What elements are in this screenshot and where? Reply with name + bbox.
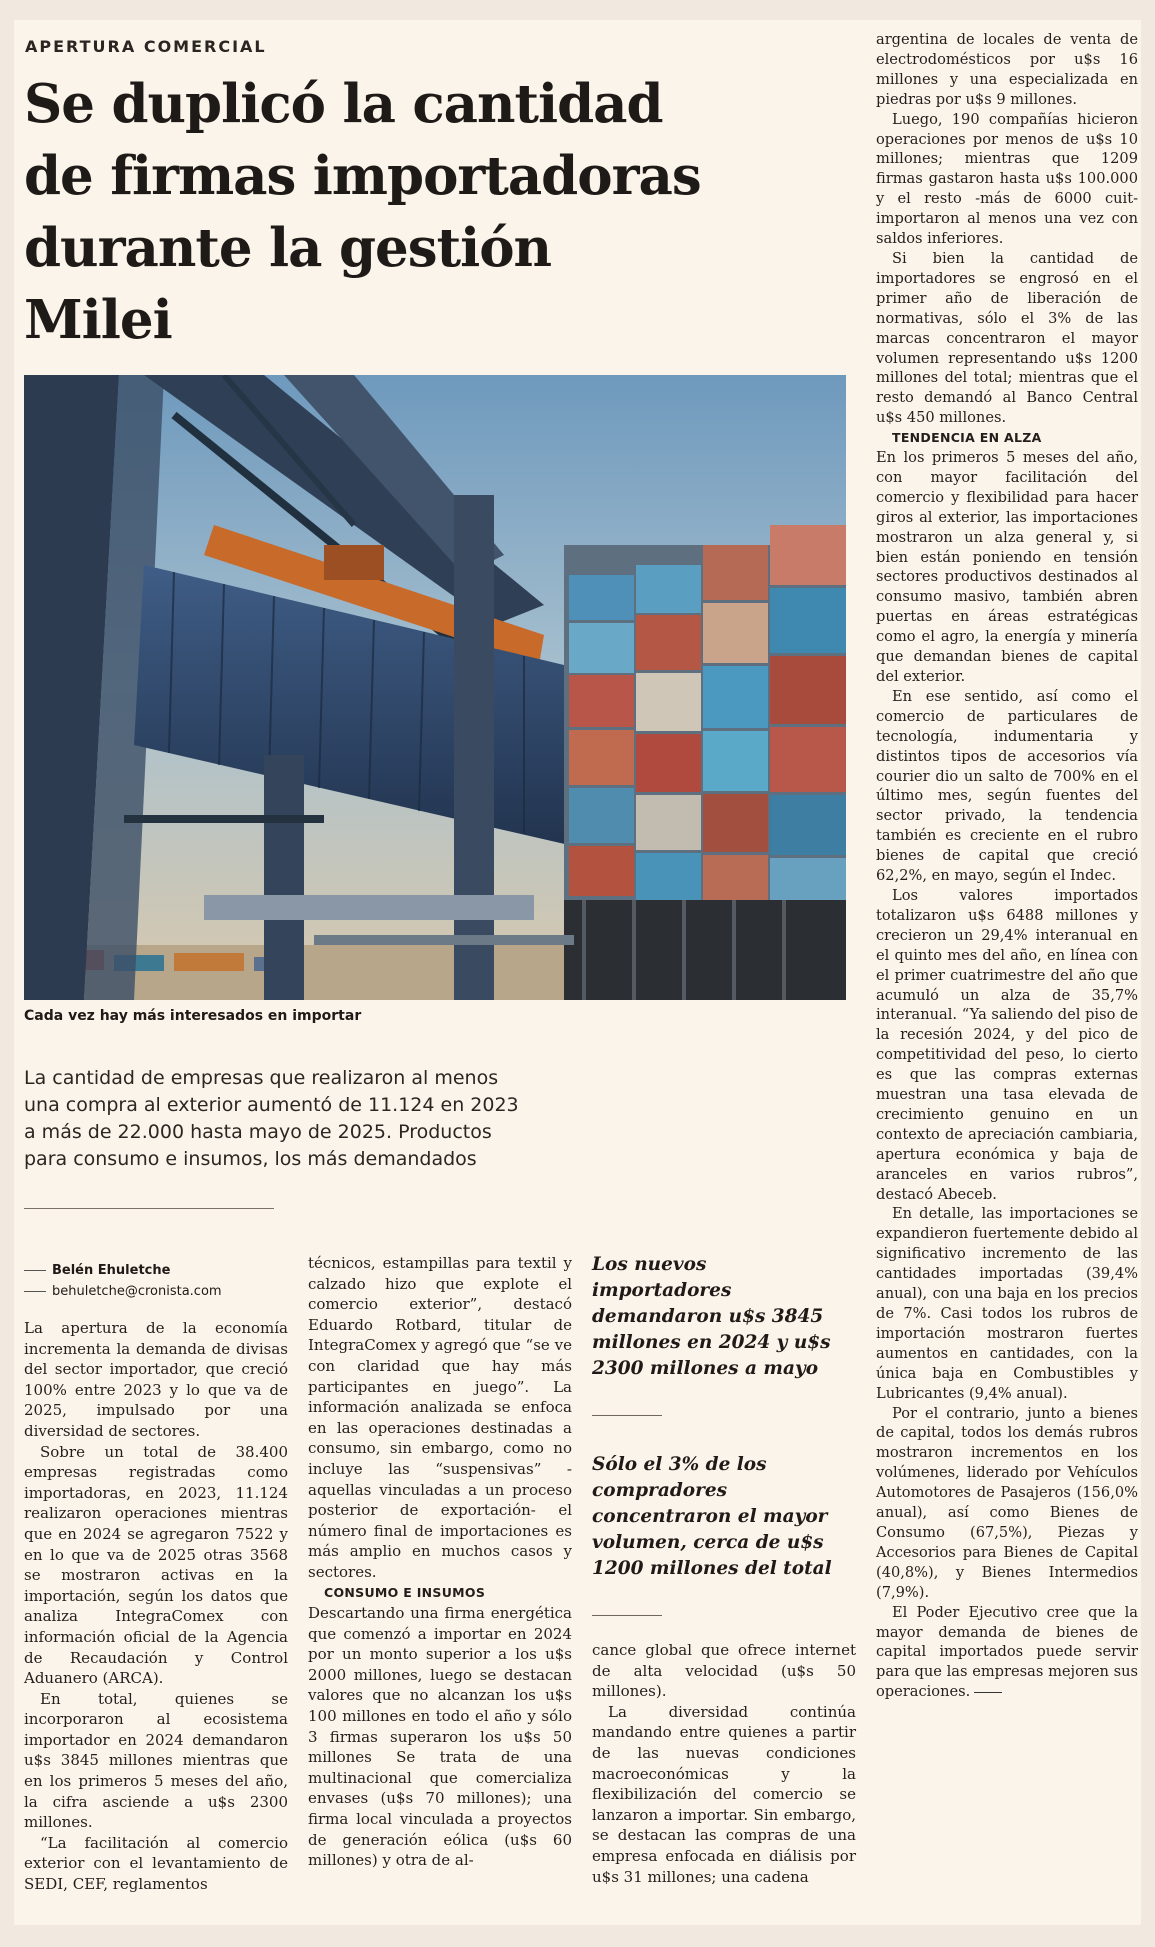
byline-dash	[24, 1270, 46, 1271]
paragraph: La diversidad continúa mandando entre quienes a partir de las nuevas condiciones macroeconómicas y la flexibilización del comercio se lanzaron a importar. Sin embargo, se destacan las compras de una empresa enfocada en diálisis por u$s 31 millones; una cadena	[592, 1702, 856, 1886]
port-cranes-containers-photo	[24, 375, 846, 1000]
article-photo	[24, 375, 846, 1000]
article-column-3	[592, 1640, 856, 1887]
paragraph: En ese sentido, así como el comercio de particulares de tecnología, indumentaria y distintos tipos de accesorios vía courier dio un salto de 700% en el último mes, según fuentes del sector privado, la tendencia también es creciente en el rubro bienes de capital que creció 62,2%, en mayo, según el Indec.	[876, 687, 1138, 885]
paragraph: En detalle, las importaciones se expandieron fuertemente debido al significativo incremento de las cantidades importadas (39,4% anual), con una baja en los precios de 7%. Casi todos los rubros de importación mostraron fuertes aumentos en cantidades, con la única baja en Combustibles y Lubricantes (9,4% anual).	[876, 1205, 1138, 1402]
paragraph: En los primeros 5 meses del año, con mayor facilitación del comercio y flexibilidad para hacer giros al exterior, las importaciones mostraron un alza general y, si bien están poniendo en tensión sectores productivos destinados al consumo masivo, también abren puertas en áreas estratégicas como el agro, la energía y minería que demandan bienes de capital del exterior.	[876, 449, 1138, 685]
author-name: Belén Ehuletche	[52, 1263, 171, 1278]
paragraph: Sobre un total de 38.400 empresas registradas como importadoras, en 2023, 11.124 realizaron operaciones mientras que en 2024 se agregaron 7522 y en lo que va de 2025 otras 3568 se mostraron activas en la importación, según los datos que analiza IntegraComex con información oficial de la Agencia de Recaudación y Control Aduanero (ARCA).	[24, 1442, 288, 1688]
paragraph: cance global que ofrece internet de alta velocidad (u$s 50 millones).	[592, 1641, 856, 1701]
divider	[592, 1615, 662, 1616]
photo-caption: Cada vez hay más interesados en importar	[24, 1008, 362, 1024]
end-mark	[974, 1692, 1002, 1693]
paragraph: Luego, 190 compañías hicieron operaciones por menos de u$s 10 millones; mientras que 1209 firmas gastaron hasta u$s 100.000 y el resto -más de 6000 cuit- importaron al menos una vez con saldos inferiores.	[876, 110, 1138, 248]
divider	[592, 1415, 662, 1416]
paragraph: La apertura de la economía incrementa la demanda de divisas del sector importador, que creció 100% entre 2023 y lo que va de 2025, impulsado por una diversidad de sectores.	[24, 1319, 288, 1440]
article-column-2	[308, 1253, 572, 1871]
newspaper-page	[14, 20, 1141, 1925]
subheading: TENDENCIA EN ALZA	[892, 430, 1042, 446]
byline-dash	[24, 1291, 46, 1292]
headline: Se duplicó la cantidad de firmas importadoras durante la gestión Milei	[24, 73, 701, 351]
lead-paragraph: La cantidad de empresas que realizaron al menos una compra al exterior aumentó de 11.124 en 2023 a más de 22.000 hasta mayo de 2025. Productos para consumo e insumos, los más demandados	[24, 1067, 519, 1170]
pull-quote: Los nuevos importadores demandaron u$s 3845 millones en 2024 y u$s 2300 millones a mayo	[592, 1254, 831, 1379]
paragraph: En total, quienes se incorporaron al ecosistema importador en 2024 demandaron u$s 3845 millones mientras que en los primeros 5 meses del año, la cifra asciende a u$s 2300 millones.	[24, 1689, 288, 1832]
subheading: CONSUMO E INSUMOS	[324, 1584, 486, 1600]
section-kicker: APERTURA COMERCIAL	[25, 37, 267, 56]
article-column-4	[876, 30, 1138, 1702]
paragraph: argentina de locales de venta de electrodomésticos por u$s 16 millones y una especializada en piedras por u$s 9 millones.	[876, 31, 1138, 108]
paragraph	[876, 1603, 1138, 1703]
paragraph: Los valores importados totalizaron u$s 6488 millones y crecieron un 29,4% interanual en el quinto mes del año, en línea con el primer cuatrimestre del año que acumuló un alza de 35,7% interanual. “Ya saliendo del piso de la recesión 2024, y del pico de competitividad del peso, lo cierto es que las compras externas muestran una tasa elevada de crecimiento genuino en un contexto de apreciación cambiaria, apertura económica y baja de aranceles en varios rubros”, destacó Abeceb.	[876, 886, 1138, 1203]
paragraph: Si bien la cantidad de importadores se engrosó en el primer año de liberación de normativas, sólo el 3% de las marcas concentraron el mayor volumen representando u$s 1200 millones del total; mientras que el resto demandó al Banco Central u$s 450 millones.	[876, 249, 1138, 427]
paragraph: “La facilitación al comercio exterior con el levantamiento de SEDI, CEF, reglamentos	[24, 1833, 288, 1894]
paragraph: Descartando una firma energética que comenzó a importar en 2024 por un monto superior a los u$s 2000 millones, luego se destacan valores que no alcanzan los u$s 100 millones en todo el año y sólo 3 firmas superaron los u$s 50 millones Se trata de una multinacional que comercializa envases (u$s 70 millones); una firma local vinculada a proyectos de generación eólica (u$s 60 millones) y otra de al-	[308, 1604, 572, 1870]
divider	[24, 1208, 274, 1209]
paragraph: técnicos, estampillas para textil y calzado hizo que explote el comercio exterior”, destacó Eduardo Rotbard, titular de IntegraComex y agregó que “se ve con claridad que hay más participantes en juego”. La información analizada se enfoca en las operaciones destinadas a consumo, sin embargo, como no incluye las “suspensivas” -aquellas vinculadas a un proceso posterior de exportación- el número final de importaciones es más amplio en muchos casos y sectores.	[308, 1254, 572, 1581]
paragraph-text: El Poder Ejecutivo cree que la mayor demanda de bienes de capital importados puede servir para que las empresas mejoren sus operaciones.	[876, 1603, 1138, 1701]
article-column-1	[24, 1318, 288, 1895]
author-email: behuletche@cronista.com	[52, 1284, 222, 1299]
pull-quote: Sólo el 3% de los compradores concentraron el mayor volumen, cerca de u$s 1200 millones del total	[592, 1454, 832, 1579]
paragraph: Por el contrario, junto a bienes de capital, todos los demás rubros mostraron incrementos en los volúmenes, liderado por Vehículos Automotores de Pasajeros (156,0% anual), así como Bienes de Consumo (67,5%), Piezas y Accesorios para Bienes de Capital (40,8%), y Bienes Intermedios (7,9%).	[876, 1404, 1138, 1601]
